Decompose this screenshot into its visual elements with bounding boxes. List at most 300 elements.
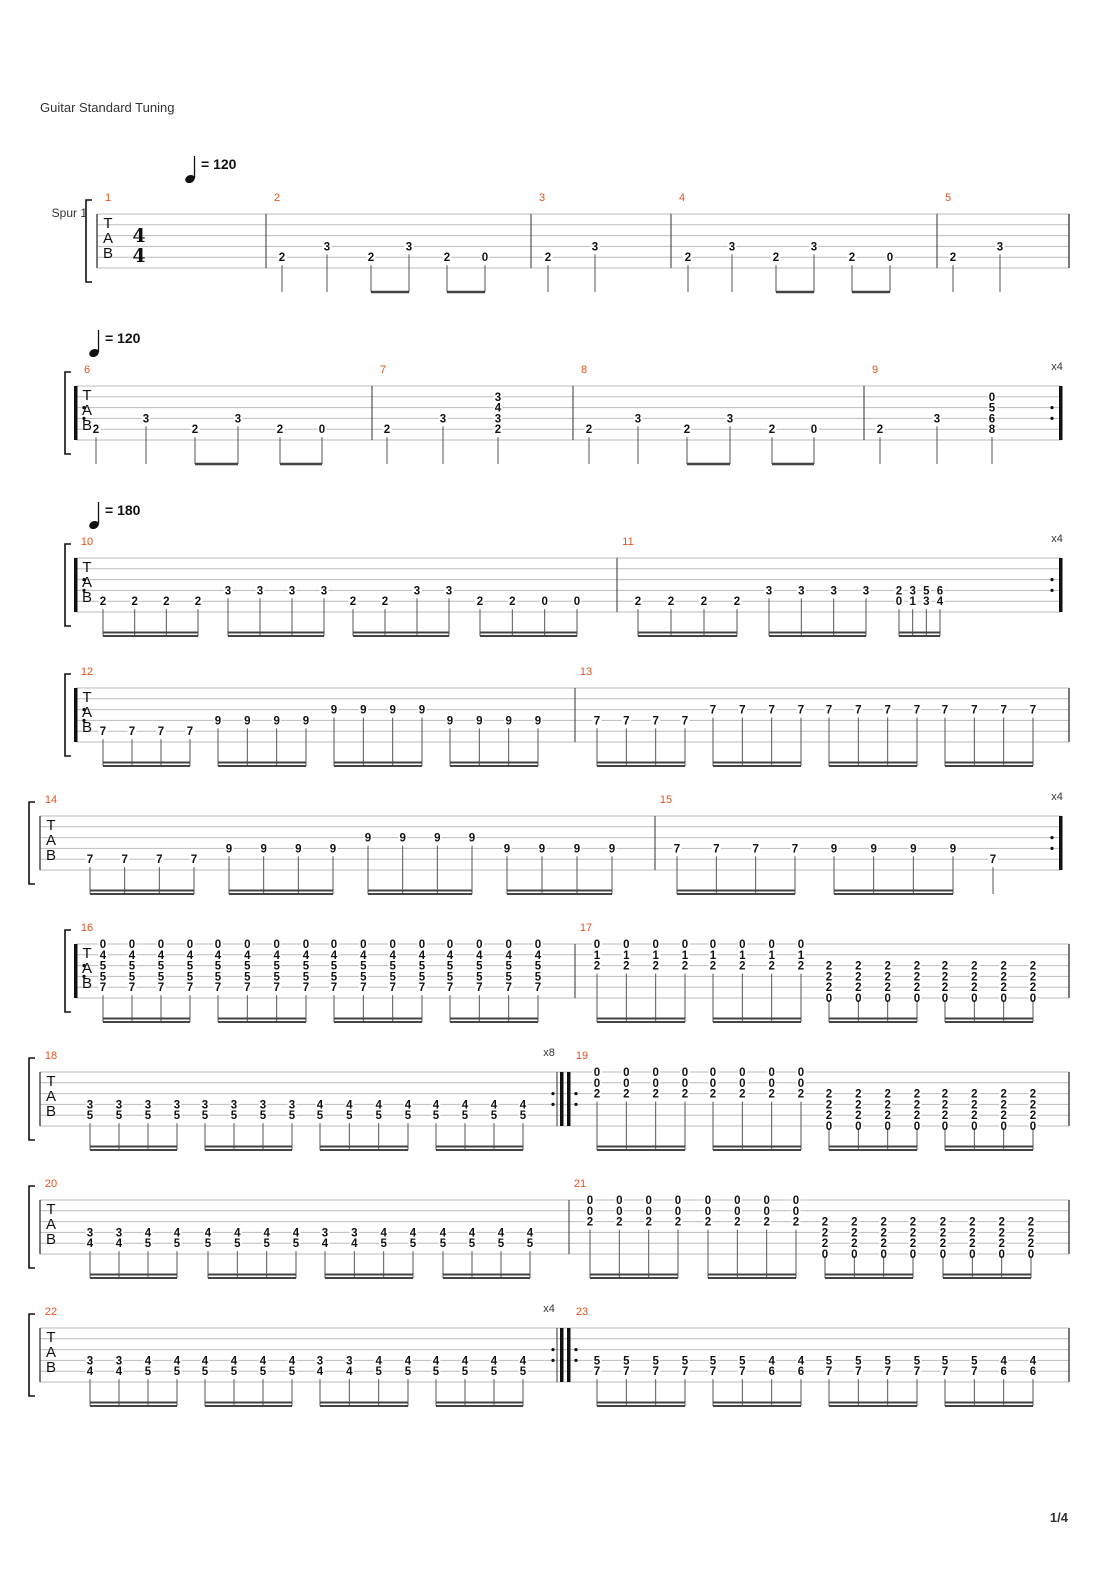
fret-number: 2: [880, 1227, 887, 1240]
fret-number: 0: [880, 1249, 887, 1261]
fret-number: 0: [768, 1067, 775, 1079]
fret-number: 7: [446, 982, 454, 995]
tab-clef-letter: T: [46, 817, 56, 834]
fret-number: 9: [244, 715, 251, 728]
fret-number: 7: [752, 843, 759, 856]
fret-number: 0: [476, 939, 483, 951]
fret-number: 3: [86, 1227, 94, 1240]
measure-number: 7: [379, 364, 387, 376]
fret-number: 2: [1029, 982, 1037, 995]
fret-number: 5: [739, 1355, 746, 1368]
fret-number: 5: [519, 1110, 527, 1123]
fret-number: 2: [909, 1227, 917, 1240]
fret-number: 2: [797, 1088, 805, 1101]
system-bracket: [65, 544, 71, 626]
fret-number: 2: [913, 1110, 921, 1123]
fret-number: 9: [446, 715, 454, 728]
fret-number: 5: [971, 1355, 978, 1368]
fret-number: 2: [1027, 1227, 1035, 1240]
fret-number: 5: [681, 1355, 689, 1368]
fret-number: 3: [321, 1227, 329, 1240]
fret-number: 2: [278, 252, 286, 265]
fret-number: 5: [259, 1366, 267, 1379]
fret-number: 4: [490, 1099, 498, 1112]
fret-number: 0: [481, 252, 489, 265]
fret-number: 4: [404, 1355, 412, 1368]
fret-number: 4: [273, 949, 280, 962]
fret-number: 0: [704, 1205, 712, 1218]
fret-number: 0: [645, 1205, 652, 1218]
fret-number: 0: [1029, 993, 1037, 1005]
system-bracket: [29, 1186, 35, 1268]
fret-number: 7: [593, 1366, 601, 1379]
fret-number: 7: [884, 1366, 891, 1379]
fret-number: 9: [418, 704, 426, 717]
fret-number: 7: [389, 982, 396, 995]
fret-number: 2: [821, 1227, 829, 1240]
fret-number: 4: [519, 1355, 527, 1368]
fret-number: 5: [302, 971, 310, 984]
fret-number: 5: [923, 585, 930, 598]
fret-number: 5: [214, 960, 222, 973]
fret-number: 7: [797, 704, 805, 717]
fret-number: 5: [709, 1355, 717, 1368]
fret-number: 3: [115, 1355, 123, 1368]
fret-number: 3: [144, 1099, 152, 1112]
fret-number: 0: [709, 1067, 717, 1079]
fret-number: 5: [234, 1238, 241, 1251]
fret-number: 4: [432, 1099, 440, 1112]
measure-number: 5: [944, 192, 952, 204]
fret-number: 0: [418, 939, 426, 951]
fret-number: 2: [1000, 1099, 1007, 1112]
fret-number: 5: [360, 971, 367, 984]
fret-number: 9: [573, 843, 581, 856]
measure-number: 20: [44, 1178, 58, 1190]
fret-number: 5: [476, 971, 483, 984]
fret-number: 0: [586, 1205, 594, 1218]
fret-number: 0: [505, 939, 512, 951]
fret-number: 7: [1000, 704, 1007, 717]
fret-number: 0: [768, 1077, 775, 1090]
fret-number: 2: [585, 424, 593, 437]
fret-number: 2: [949, 252, 957, 265]
fret-number: 2: [913, 1088, 921, 1101]
measure-number: 4: [678, 192, 686, 204]
fret-number: 2: [739, 1088, 746, 1101]
fret-number: 0: [244, 939, 251, 951]
fret-number: 3: [323, 241, 331, 254]
tab-system: [65, 330, 1063, 464]
fret-number: 9: [534, 715, 542, 728]
fret-number: 5: [173, 1366, 181, 1379]
fret-number: 2: [544, 252, 552, 265]
fret-number: 2: [825, 971, 833, 984]
fret-number: 7: [157, 726, 165, 739]
fret-number: 2: [913, 971, 921, 984]
fret-number: 2: [797, 960, 805, 973]
fret-number: 5: [468, 1238, 476, 1251]
fret-number: 4: [476, 949, 483, 962]
fret-number: 2: [1029, 1099, 1037, 1112]
fret-number: 5: [404, 1110, 412, 1123]
system-bracket: [29, 802, 35, 884]
fret-number: 1: [681, 949, 689, 962]
fret-number: 0: [586, 1195, 594, 1207]
fret-number: 5: [99, 971, 107, 984]
fret-number: 5: [186, 960, 194, 973]
fret-number: 7: [739, 704, 746, 717]
fret-number: 0: [768, 939, 775, 951]
fret-number: 2: [1029, 1110, 1037, 1123]
fret-number: 5: [526, 1238, 534, 1251]
fret-number: 2: [971, 960, 978, 973]
tab-clef-letter: T: [103, 215, 113, 232]
fret-number: 5: [389, 971, 396, 984]
repeat-dot: [1050, 836, 1053, 839]
fret-number: 3: [256, 585, 264, 598]
fret-number: 2: [848, 252, 856, 265]
fret-number: 5: [497, 1238, 505, 1251]
fret-number: 4: [144, 1355, 152, 1368]
fret-number: 6: [768, 1366, 775, 1379]
fret-number: 4: [186, 949, 194, 962]
fret-number: 2: [734, 1216, 741, 1229]
tab-clef-letter: T: [82, 689, 92, 706]
fret-number: 2: [593, 1088, 601, 1101]
fret-number: 5: [490, 1366, 498, 1379]
fret-number: 3: [728, 241, 736, 254]
fret-number: 0: [855, 993, 862, 1005]
fret-number: 4: [404, 1099, 412, 1112]
fret-number: 2: [851, 1227, 858, 1240]
fret-number: 2: [772, 252, 780, 265]
repeat-end-bar: [560, 1072, 564, 1126]
fret-number: 5: [157, 960, 165, 973]
fret-number: 4: [346, 1099, 353, 1112]
fret-number: 2: [616, 1216, 623, 1229]
fret-number: 4: [157, 949, 165, 962]
tempo-marking: = 180: [105, 502, 141, 518]
track-label: Spur 1: [51, 206, 87, 220]
repeat-dot: [1050, 417, 1053, 420]
fret-number: 2: [276, 424, 284, 437]
fret-number: 5: [476, 960, 483, 973]
repeat-count: x4: [1051, 533, 1063, 545]
fret-number: 0: [157, 939, 165, 951]
fret-number: 0: [704, 1195, 712, 1207]
fret-number: 2: [700, 596, 708, 609]
fret-number: 3: [591, 241, 599, 254]
fret-number: 9: [360, 704, 367, 717]
fret-number: 2: [855, 982, 862, 995]
fret-number: 5: [201, 1110, 209, 1123]
fret-number: 4: [259, 1355, 267, 1368]
fret-number: 0: [1000, 993, 1007, 1005]
fret-number: 9: [330, 704, 338, 717]
fret-number: 2: [909, 1216, 917, 1229]
fret-number: 7: [913, 704, 921, 717]
fret-number: 2: [681, 1088, 689, 1101]
fret-number: 4: [128, 949, 136, 962]
fret-number: 2: [704, 1216, 712, 1229]
measure-number: 23: [575, 1306, 589, 1318]
fret-number: 2: [367, 252, 375, 265]
fret-number: 2: [855, 1099, 862, 1112]
fret-number: 1: [623, 949, 630, 962]
fret-number: 4: [409, 1227, 417, 1240]
tab-system: [86, 156, 1069, 292]
fret-number: 3: [798, 585, 805, 598]
fret-number: 5: [273, 960, 280, 973]
fret-number: 7: [156, 854, 163, 867]
fret-number: 4: [375, 1099, 382, 1112]
fret-number: 7: [825, 704, 833, 717]
fret-number: 7: [913, 1366, 921, 1379]
fret-number: 2: [941, 982, 949, 995]
fret-number: 2: [884, 982, 891, 995]
fret-number: 2: [623, 1088, 630, 1101]
repeat-end-bar: [1059, 558, 1063, 612]
fret-number: 2: [969, 1227, 976, 1240]
fret-number: 2: [739, 960, 746, 973]
repeat-end-bar: [1059, 816, 1063, 870]
fret-number: 0: [913, 993, 921, 1005]
fret-number: 3: [726, 413, 734, 426]
fret-number: 2: [825, 982, 833, 995]
tab-clef-letter: B: [45, 1103, 57, 1120]
fret-number: 9: [870, 843, 877, 856]
fret-number: 4: [86, 1366, 94, 1379]
repeat-dot: [1050, 589, 1053, 592]
fret-number: 7: [128, 726, 136, 739]
fret-number: 0: [652, 1067, 659, 1079]
fret-number: 4: [244, 949, 251, 962]
fret-number: 0: [1000, 1121, 1007, 1133]
fret-number: 3: [933, 413, 941, 426]
measure-number: 1: [104, 192, 112, 204]
page-number: 1/4: [1049, 1510, 1068, 1525]
fret-number: 4: [1000, 1355, 1007, 1368]
fret-number: 2: [593, 960, 601, 973]
fret-number: 5: [173, 1110, 181, 1123]
fret-number: 2: [163, 596, 170, 609]
fret-number: 5: [144, 1238, 152, 1251]
fret-number: 5: [316, 1110, 324, 1123]
repeat-dot: [1050, 847, 1053, 850]
fret-number: 7: [709, 704, 717, 717]
fret-number: 9: [505, 715, 512, 728]
fret-number: 2: [709, 960, 717, 973]
system-bracket: [65, 930, 71, 1012]
fret-number: 0: [913, 1121, 921, 1133]
fret-number: 5: [86, 1110, 94, 1123]
fret-number: 3: [830, 585, 837, 598]
fret-number: 3: [86, 1355, 94, 1368]
fret-number: 2: [971, 1099, 978, 1112]
measure-number: 16: [80, 922, 94, 934]
fret-number: 2: [634, 596, 642, 609]
fret-number: 5: [519, 1366, 527, 1379]
fret-number: 4: [461, 1099, 469, 1112]
fret-number: 5: [128, 960, 136, 973]
fret-number: 0: [763, 1205, 770, 1218]
fret-number: 0: [674, 1205, 682, 1218]
fret-number: 2: [821, 1216, 829, 1229]
tuning-label: Guitar Standard Tuning: [40, 100, 175, 115]
repeat-dot: [574, 1359, 577, 1362]
repeat-start-bar: [74, 558, 78, 612]
fret-number: 4: [302, 949, 310, 962]
tab-clef-letter: A: [81, 960, 93, 977]
fret-number: 2: [443, 252, 451, 265]
measure-number: 6: [83, 364, 91, 376]
fret-number: 7: [989, 854, 997, 867]
fret-number: 9: [910, 843, 917, 856]
fret-number: 9: [225, 843, 233, 856]
fret-number: 3: [439, 413, 447, 426]
tab-clef-letter: A: [81, 574, 93, 591]
repeat-count: x4: [1051, 361, 1063, 373]
fret-number: 7: [971, 1366, 978, 1379]
fret-number: 0: [593, 1077, 601, 1090]
fret-number: 2: [880, 1216, 887, 1229]
fret-number: 0: [734, 1195, 741, 1207]
fret-number: 2: [939, 1227, 947, 1240]
time-signature-top: 4: [132, 225, 146, 247]
fret-number: 2: [191, 424, 199, 437]
fret-number: 9: [538, 843, 546, 856]
fret-number: 4: [214, 949, 222, 962]
system-bracket: [29, 1058, 35, 1140]
fret-number: 2: [941, 1099, 949, 1112]
fret-number: 2: [733, 596, 741, 609]
fret-number: 4: [490, 1355, 498, 1368]
fret-number: 3: [173, 1099, 181, 1112]
fret-number: 2: [998, 1238, 1005, 1251]
fret-number: 0: [534, 939, 542, 951]
fret-number: 0: [998, 1249, 1005, 1261]
fret-number: 2: [855, 971, 862, 984]
measure-number: 11: [622, 536, 634, 548]
fret-number: 7: [99, 726, 107, 739]
fret-number: 4: [201, 1355, 209, 1368]
fret-number: 3: [445, 585, 453, 598]
fret-number: 5: [204, 1238, 212, 1251]
tab-clef-letter: B: [81, 975, 93, 992]
fret-number: 0: [623, 939, 630, 951]
fret-number: 7: [330, 982, 338, 995]
fret-number: 2: [92, 424, 100, 437]
fret-number: 5: [409, 1238, 417, 1251]
fret-number: 3: [115, 1227, 123, 1240]
fret-number: 5: [330, 971, 338, 984]
fret-number: 0: [821, 1249, 829, 1261]
fret-number: 0: [895, 596, 903, 609]
fret-number: 1: [709, 949, 717, 962]
measure-number: 17: [579, 922, 593, 934]
measure-number: 3: [538, 192, 546, 204]
fret-number: 0: [273, 939, 280, 951]
fret-number: 4: [330, 949, 338, 962]
fret-number: 0: [652, 1077, 659, 1090]
fret-number: 4: [768, 1355, 775, 1368]
fret-number: 3: [909, 585, 916, 598]
fret-number: 5: [490, 1110, 498, 1123]
fret-number: 0: [360, 939, 367, 951]
fret-number: 2: [876, 424, 884, 437]
fret-number: 2: [880, 1238, 887, 1251]
fret-number: 2: [509, 596, 516, 609]
fret-number: 3: [810, 241, 818, 254]
fret-number: 4: [446, 949, 454, 962]
fret-number: 9: [302, 715, 310, 728]
fret-number: 9: [434, 832, 441, 845]
fret-number: 2: [768, 960, 775, 973]
fret-number: 1: [739, 949, 746, 962]
fret-number: 4: [936, 596, 944, 609]
fret-number: 7: [709, 1366, 717, 1379]
tab-clef-letter: B: [81, 417, 93, 434]
fret-number: 0: [99, 939, 107, 951]
fret-number: 5: [418, 960, 426, 973]
repeat-count: x4: [1051, 791, 1063, 803]
fret-number: 7: [941, 1366, 949, 1379]
fret-number: 0: [446, 939, 454, 951]
fret-number: 5: [623, 1355, 630, 1368]
fret-number: 5: [273, 971, 280, 984]
fret-number: 5: [446, 971, 454, 984]
fret-number: 2: [586, 1216, 594, 1229]
fret-number: 2: [792, 1216, 800, 1229]
fret-number: 0: [389, 939, 396, 951]
fret-number: 0: [214, 939, 222, 951]
fret-number: 4: [497, 1227, 505, 1240]
measure-number: 12: [80, 666, 94, 678]
measure-number: 14: [44, 794, 58, 806]
fret-number: 4: [519, 1099, 527, 1112]
repeat-count: x4: [543, 1303, 555, 1315]
fret-number: 5: [288, 1110, 296, 1123]
repeat-start-bar: [74, 944, 78, 998]
fret-number: 7: [273, 982, 280, 995]
fret-number: 5: [99, 960, 107, 973]
fret-number: 5: [230, 1110, 238, 1123]
fret-number: 2: [476, 596, 484, 609]
fret-number: 0: [681, 1077, 689, 1090]
fret-number: 0: [855, 1121, 862, 1133]
fret-number: 5: [201, 1366, 209, 1379]
fret-number: 4: [432, 1355, 440, 1368]
fret-number: 2: [768, 1088, 775, 1101]
fret-number: 0: [825, 993, 833, 1005]
fret-number: 4: [204, 1227, 212, 1240]
fret-number: 0: [652, 939, 659, 951]
fret-number: 0: [645, 1195, 652, 1207]
fret-number: 1: [768, 949, 775, 962]
fret-number: 5: [263, 1238, 270, 1251]
fret-number: 5: [144, 1110, 152, 1123]
fret-number: 2: [851, 1216, 858, 1229]
fret-number: 0: [674, 1195, 682, 1207]
fret-number: 7: [121, 854, 128, 867]
tab-clef-letter: T: [46, 1329, 56, 1346]
fret-number: 2: [913, 1099, 921, 1112]
fret-number: 7: [505, 982, 512, 995]
fret-number: 7: [623, 1366, 630, 1379]
fret-number: 4: [389, 949, 396, 962]
fret-number: 3: [224, 585, 232, 598]
